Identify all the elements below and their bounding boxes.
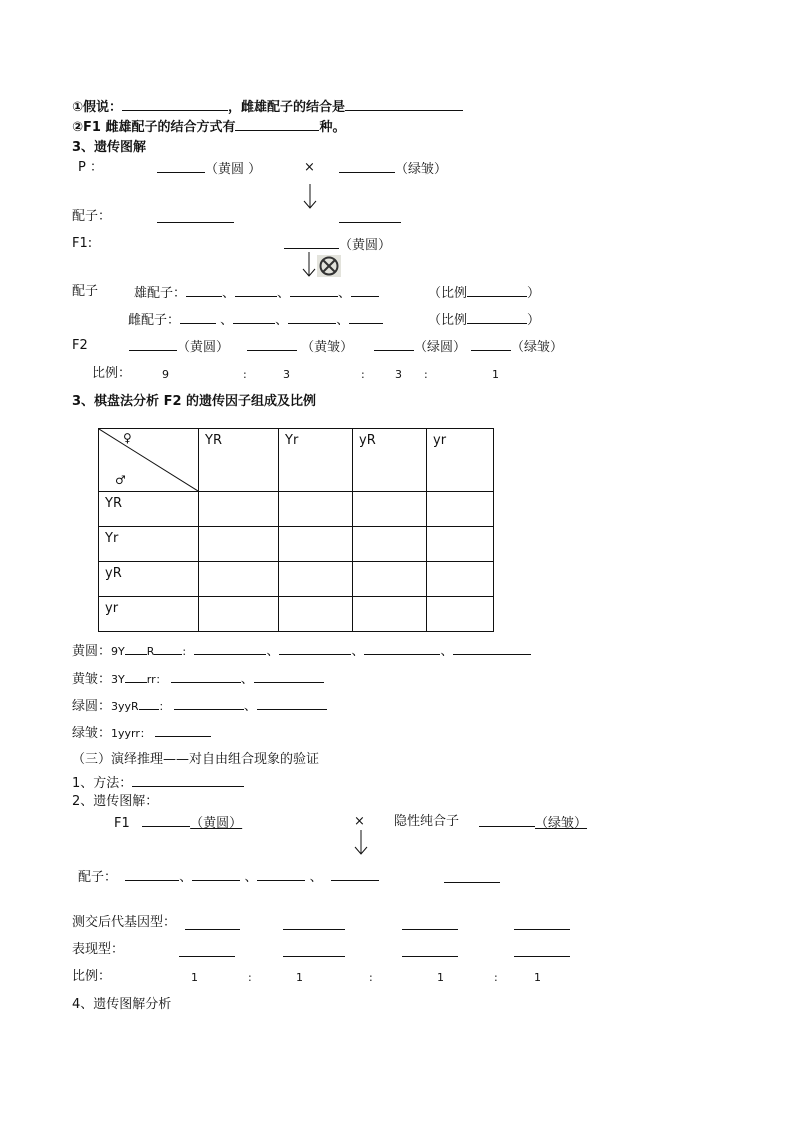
- g1-blank-4[interactable]: [453, 642, 531, 655]
- f2-blank-3[interactable]: [374, 338, 414, 351]
- tc-genotype-blank-3[interactable]: [402, 929, 458, 930]
- punnett-cell[interactable]: [353, 492, 427, 527]
- peizi-label: 配子：: [72, 209, 112, 224]
- male-symbol: ♂: [115, 473, 126, 487]
- punnett-corner: [99, 429, 199, 492]
- method-label: 1、方法：: [72, 776, 133, 791]
- g4-a: 1yyrr：: [111, 727, 151, 740]
- diagonal-line: [99, 429, 198, 491]
- testcross-f1: [114, 814, 242, 832]
- tc-ratio-2: 1: [296, 971, 303, 984]
- genotype-lvzhou: [72, 724, 211, 742]
- ratio-open: （比例: [428, 313, 468, 328]
- genotype-huangyuan: [72, 642, 531, 660]
- down-arrow-icon: [302, 252, 316, 278]
- sep: 、: [266, 644, 280, 659]
- ratio-colon: :: [424, 368, 428, 381]
- sep: 、: [220, 313, 234, 328]
- peizi2-label: 配子: [72, 284, 99, 299]
- f2-pheno-1: （黄圆）: [177, 340, 230, 355]
- female-blank-2[interactable]: [233, 311, 275, 324]
- tc-gamete-4[interactable]: [331, 868, 379, 881]
- punnett-cell[interactable]: [427, 527, 494, 562]
- punnett-cell[interactable]: [353, 527, 427, 562]
- punnett-cell[interactable]: [199, 562, 279, 597]
- male-blank-3[interactable]: [290, 284, 338, 297]
- g3-blank-a[interactable]: [139, 697, 159, 710]
- tc-gamete-2[interactable]: [192, 868, 240, 881]
- female-blank-3[interactable]: [288, 311, 336, 324]
- f1-pheno: （黄圆）: [339, 238, 392, 253]
- punnett-cell[interactable]: [199, 492, 279, 527]
- tc-phenotype-blank-3[interactable]: [402, 956, 458, 957]
- g3-label: 绿圆：: [72, 699, 112, 714]
- punnett-cell[interactable]: [279, 562, 353, 597]
- male-gamete-label: 雄配子：: [134, 286, 187, 301]
- f1-combination-line: [72, 118, 345, 136]
- punnett-row-header: [99, 527, 199, 562]
- female-ratio: [428, 311, 540, 329]
- col-label: yR: [359, 433, 376, 448]
- f2-pheno-3: （绿圆）: [414, 340, 467, 355]
- col-label: yr: [433, 433, 447, 448]
- f2-label: F2: [72, 338, 88, 353]
- genotype-lvyuan: [72, 697, 327, 715]
- p-parent1-blank[interactable]: [157, 160, 205, 173]
- sep: 、: [244, 870, 258, 885]
- tc-recessive-pheno: （绿皱）: [535, 816, 588, 831]
- row-label: yr: [105, 601, 119, 616]
- p-parent2-blank[interactable]: [339, 160, 395, 173]
- male-blank-1[interactable]: [186, 284, 222, 297]
- tc-phenotype-blank-1[interactable]: [179, 956, 235, 957]
- punnett-row: [99, 527, 494, 562]
- tc-ratio-colon: :: [369, 971, 373, 984]
- col-label: Yr: [285, 433, 299, 448]
- heading-diagram: 3、遗传图解: [72, 140, 147, 155]
- g1-blank-a[interactable]: [125, 642, 147, 655]
- sep: 、: [275, 313, 289, 328]
- punnett-col-header: [427, 429, 494, 492]
- punnett-cell[interactable]: [199, 527, 279, 562]
- punnett-cell[interactable]: [427, 562, 494, 597]
- punnett-cell[interactable]: [427, 492, 494, 527]
- hypothesis-blank[interactable]: [122, 98, 228, 111]
- sep: 、: [336, 313, 350, 328]
- ratio-close: ）: [527, 286, 541, 301]
- f1-combo-blank[interactable]: [235, 118, 319, 131]
- g3-blank-2[interactable]: [257, 697, 327, 710]
- section3-heading: （三）演绎推理——对自由组合现象的验证: [72, 752, 320, 767]
- punnett-square: [98, 428, 494, 632]
- g2-a: 3Y: [111, 673, 125, 686]
- male-ratio-blank[interactable]: [467, 284, 527, 297]
- female-blank-4[interactable]: [349, 311, 383, 324]
- f2-blank-2[interactable]: [247, 338, 297, 351]
- tc-gamete-1[interactable]: [125, 868, 179, 881]
- sep: 、: [240, 672, 254, 687]
- tc-ratio-3: 1: [437, 971, 444, 984]
- method-line: [72, 774, 244, 792]
- g3-b: ：: [158, 700, 170, 713]
- punnett-cell[interactable]: [427, 597, 494, 632]
- female-gametes: [128, 311, 383, 329]
- punnett-row: [99, 562, 494, 597]
- f2-item-3: [374, 338, 466, 356]
- punnett-row: [99, 492, 494, 527]
- f2-item-2: [247, 338, 353, 356]
- punnett-col-header: [199, 429, 279, 492]
- row-label: YR: [105, 496, 122, 511]
- tc-ratio-1: 1: [191, 971, 198, 984]
- ratio-open: （比例: [428, 286, 468, 301]
- punnett-row-header: [99, 562, 199, 597]
- punnett-cell[interactable]: [353, 562, 427, 597]
- sep: 、: [338, 286, 352, 301]
- selfing-icon: [317, 255, 341, 277]
- p-parent1-pheno: （黄圆 ）: [205, 162, 262, 177]
- cross-symbol: ×: [304, 160, 315, 175]
- tc-genotype-blank-4[interactable]: [514, 929, 570, 930]
- col-label: YR: [205, 433, 222, 448]
- hypothesis-label: ①假说：: [72, 100, 123, 115]
- hypothesis-text: ，雌雄配子的结合是: [228, 100, 346, 115]
- f1-blank[interactable]: [284, 236, 339, 249]
- tc-ratio-label: 比例：: [72, 969, 112, 984]
- sep: 、: [440, 644, 454, 659]
- tc-recessive-blank[interactable]: [479, 814, 535, 827]
- tc-ratio-4: 1: [534, 971, 541, 984]
- punnett-cell[interactable]: [279, 492, 353, 527]
- row-label: yR: [105, 566, 122, 581]
- f1-combo-post: 种。: [319, 120, 346, 135]
- ratio-close: ）: [527, 313, 541, 328]
- diagram-label: 2、遗传图解：: [72, 794, 159, 809]
- g2-blank-1[interactable]: [171, 670, 241, 683]
- method-blank[interactable]: [132, 774, 244, 787]
- g2-blank-2[interactable]: [254, 670, 324, 683]
- tc-gamete-5[interactable]: [444, 882, 500, 883]
- f2-item-1: [129, 338, 229, 356]
- genotype-huangzhou: [72, 670, 324, 688]
- tc-peizi-label: 配子：: [78, 870, 118, 885]
- punnett-cell[interactable]: [279, 527, 353, 562]
- heading-punnett: 3、棋盘法分析 F2 的遗传因子组成及比例: [72, 394, 317, 409]
- ratio-9: 9: [162, 368, 169, 381]
- punnett-header-row: [99, 429, 494, 492]
- p-parent2-pheno: （绿皱）: [395, 162, 448, 177]
- punnett-col-header: [279, 429, 353, 492]
- punnett-cell[interactable]: [353, 597, 427, 632]
- ratio-colon: :: [361, 368, 365, 381]
- g1-blank-1[interactable]: [194, 642, 266, 655]
- hypothesis-line: [72, 98, 463, 116]
- female-symbol: ♀: [123, 431, 132, 445]
- f2-blank-1[interactable]: [129, 338, 177, 351]
- row-label: Yr: [105, 531, 119, 546]
- f1-offspring: [284, 236, 391, 254]
- ratio-3a: 3: [283, 368, 290, 381]
- down-arrow-icon: [303, 184, 317, 210]
- g1-blank-b[interactable]: [154, 642, 182, 655]
- sep: 、: [243, 699, 257, 714]
- f2-pheno-4: （绿皱）: [511, 340, 564, 355]
- g2-label: 黄皱：: [72, 672, 112, 687]
- male-blank-4[interactable]: [351, 284, 379, 297]
- tc-ratio-colon: :: [494, 971, 498, 984]
- male-blank-2[interactable]: [235, 284, 277, 297]
- sep: 、: [309, 870, 323, 885]
- tc-genotype-blank-2[interactable]: [283, 929, 345, 930]
- heading-analysis: 4、遗传图解分析: [72, 997, 172, 1012]
- recessive-label: 隐性纯合子: [394, 814, 460, 829]
- g1-b: R: [146, 645, 155, 658]
- punnett-cell[interactable]: [279, 597, 353, 632]
- f1-label: F1:: [72, 236, 93, 251]
- tc-phenotype-blank-2[interactable]: [283, 956, 345, 957]
- g1-c: :: [182, 645, 187, 658]
- sep: 、: [351, 644, 365, 659]
- g1-blank-3[interactable]: [364, 642, 440, 655]
- female-ratio-blank[interactable]: [467, 311, 527, 324]
- female-gamete-label: 雌配子：: [128, 313, 181, 328]
- testcross-times: ×: [354, 814, 365, 829]
- genotype-label: 测交后代基因型：: [72, 915, 177, 930]
- combination-blank[interactable]: [345, 98, 463, 111]
- tc-f1-blank[interactable]: [142, 814, 190, 827]
- female-blank-1[interactable]: [180, 311, 216, 324]
- p-label: P ：: [78, 160, 103, 175]
- testcross-recessive: [479, 814, 587, 832]
- g3-blank-1[interactable]: [174, 697, 244, 710]
- p-parent1: [157, 160, 261, 178]
- g1-a: 9Y: [111, 645, 125, 658]
- ratio-3b: 3: [395, 368, 402, 381]
- phenotype-label: 表现型：: [72, 942, 125, 957]
- punnett-row-header: [99, 597, 199, 632]
- g4-blank-1[interactable]: [155, 724, 211, 737]
- tc-genotype-blank-1[interactable]: [185, 929, 240, 930]
- g2-b: rr：: [146, 673, 167, 686]
- gamete-blank-1[interactable]: [157, 222, 234, 223]
- g4-label: 绿皱：: [72, 726, 112, 741]
- tc-phenotype-blank-4[interactable]: [514, 956, 570, 957]
- ratio-label: 比例：: [92, 366, 132, 381]
- f1-combo-pre: ②F1 雌雄配子的结合方式有: [72, 120, 236, 135]
- punnett-row: [99, 597, 494, 632]
- male-gametes: [134, 284, 379, 302]
- sep: 、: [222, 286, 236, 301]
- g3-a: 3yyR: [111, 700, 139, 713]
- sep: 、: [179, 870, 193, 885]
- tc-f1-label: F1: [114, 816, 130, 831]
- tc-ratio-colon: :: [248, 971, 252, 984]
- tc-gametes: [78, 868, 379, 886]
- g1-blank-2[interactable]: [279, 642, 351, 655]
- punnett-cell[interactable]: [199, 597, 279, 632]
- down-arrow-icon: [354, 830, 368, 856]
- tc-f1-pheno: （黄圆）: [190, 816, 243, 831]
- p-parent2: [339, 160, 447, 178]
- f2-pheno-2: （黄皱）: [301, 340, 354, 355]
- male-ratio: [428, 284, 540, 302]
- f2-blank-4[interactable]: [471, 338, 511, 351]
- punnett-col-header: [353, 429, 427, 492]
- ratio-colon: :: [243, 368, 247, 381]
- ratio-1: 1: [492, 368, 499, 381]
- g1-label: 黄圆：: [72, 644, 112, 659]
- g2-blank-a[interactable]: [125, 670, 147, 683]
- punnett-row-header: [99, 492, 199, 527]
- gamete-blank-2[interactable]: [339, 222, 401, 223]
- f2-item-4: [471, 338, 563, 356]
- tc-gamete-3[interactable]: [257, 868, 305, 881]
- sep: 、: [277, 286, 291, 301]
